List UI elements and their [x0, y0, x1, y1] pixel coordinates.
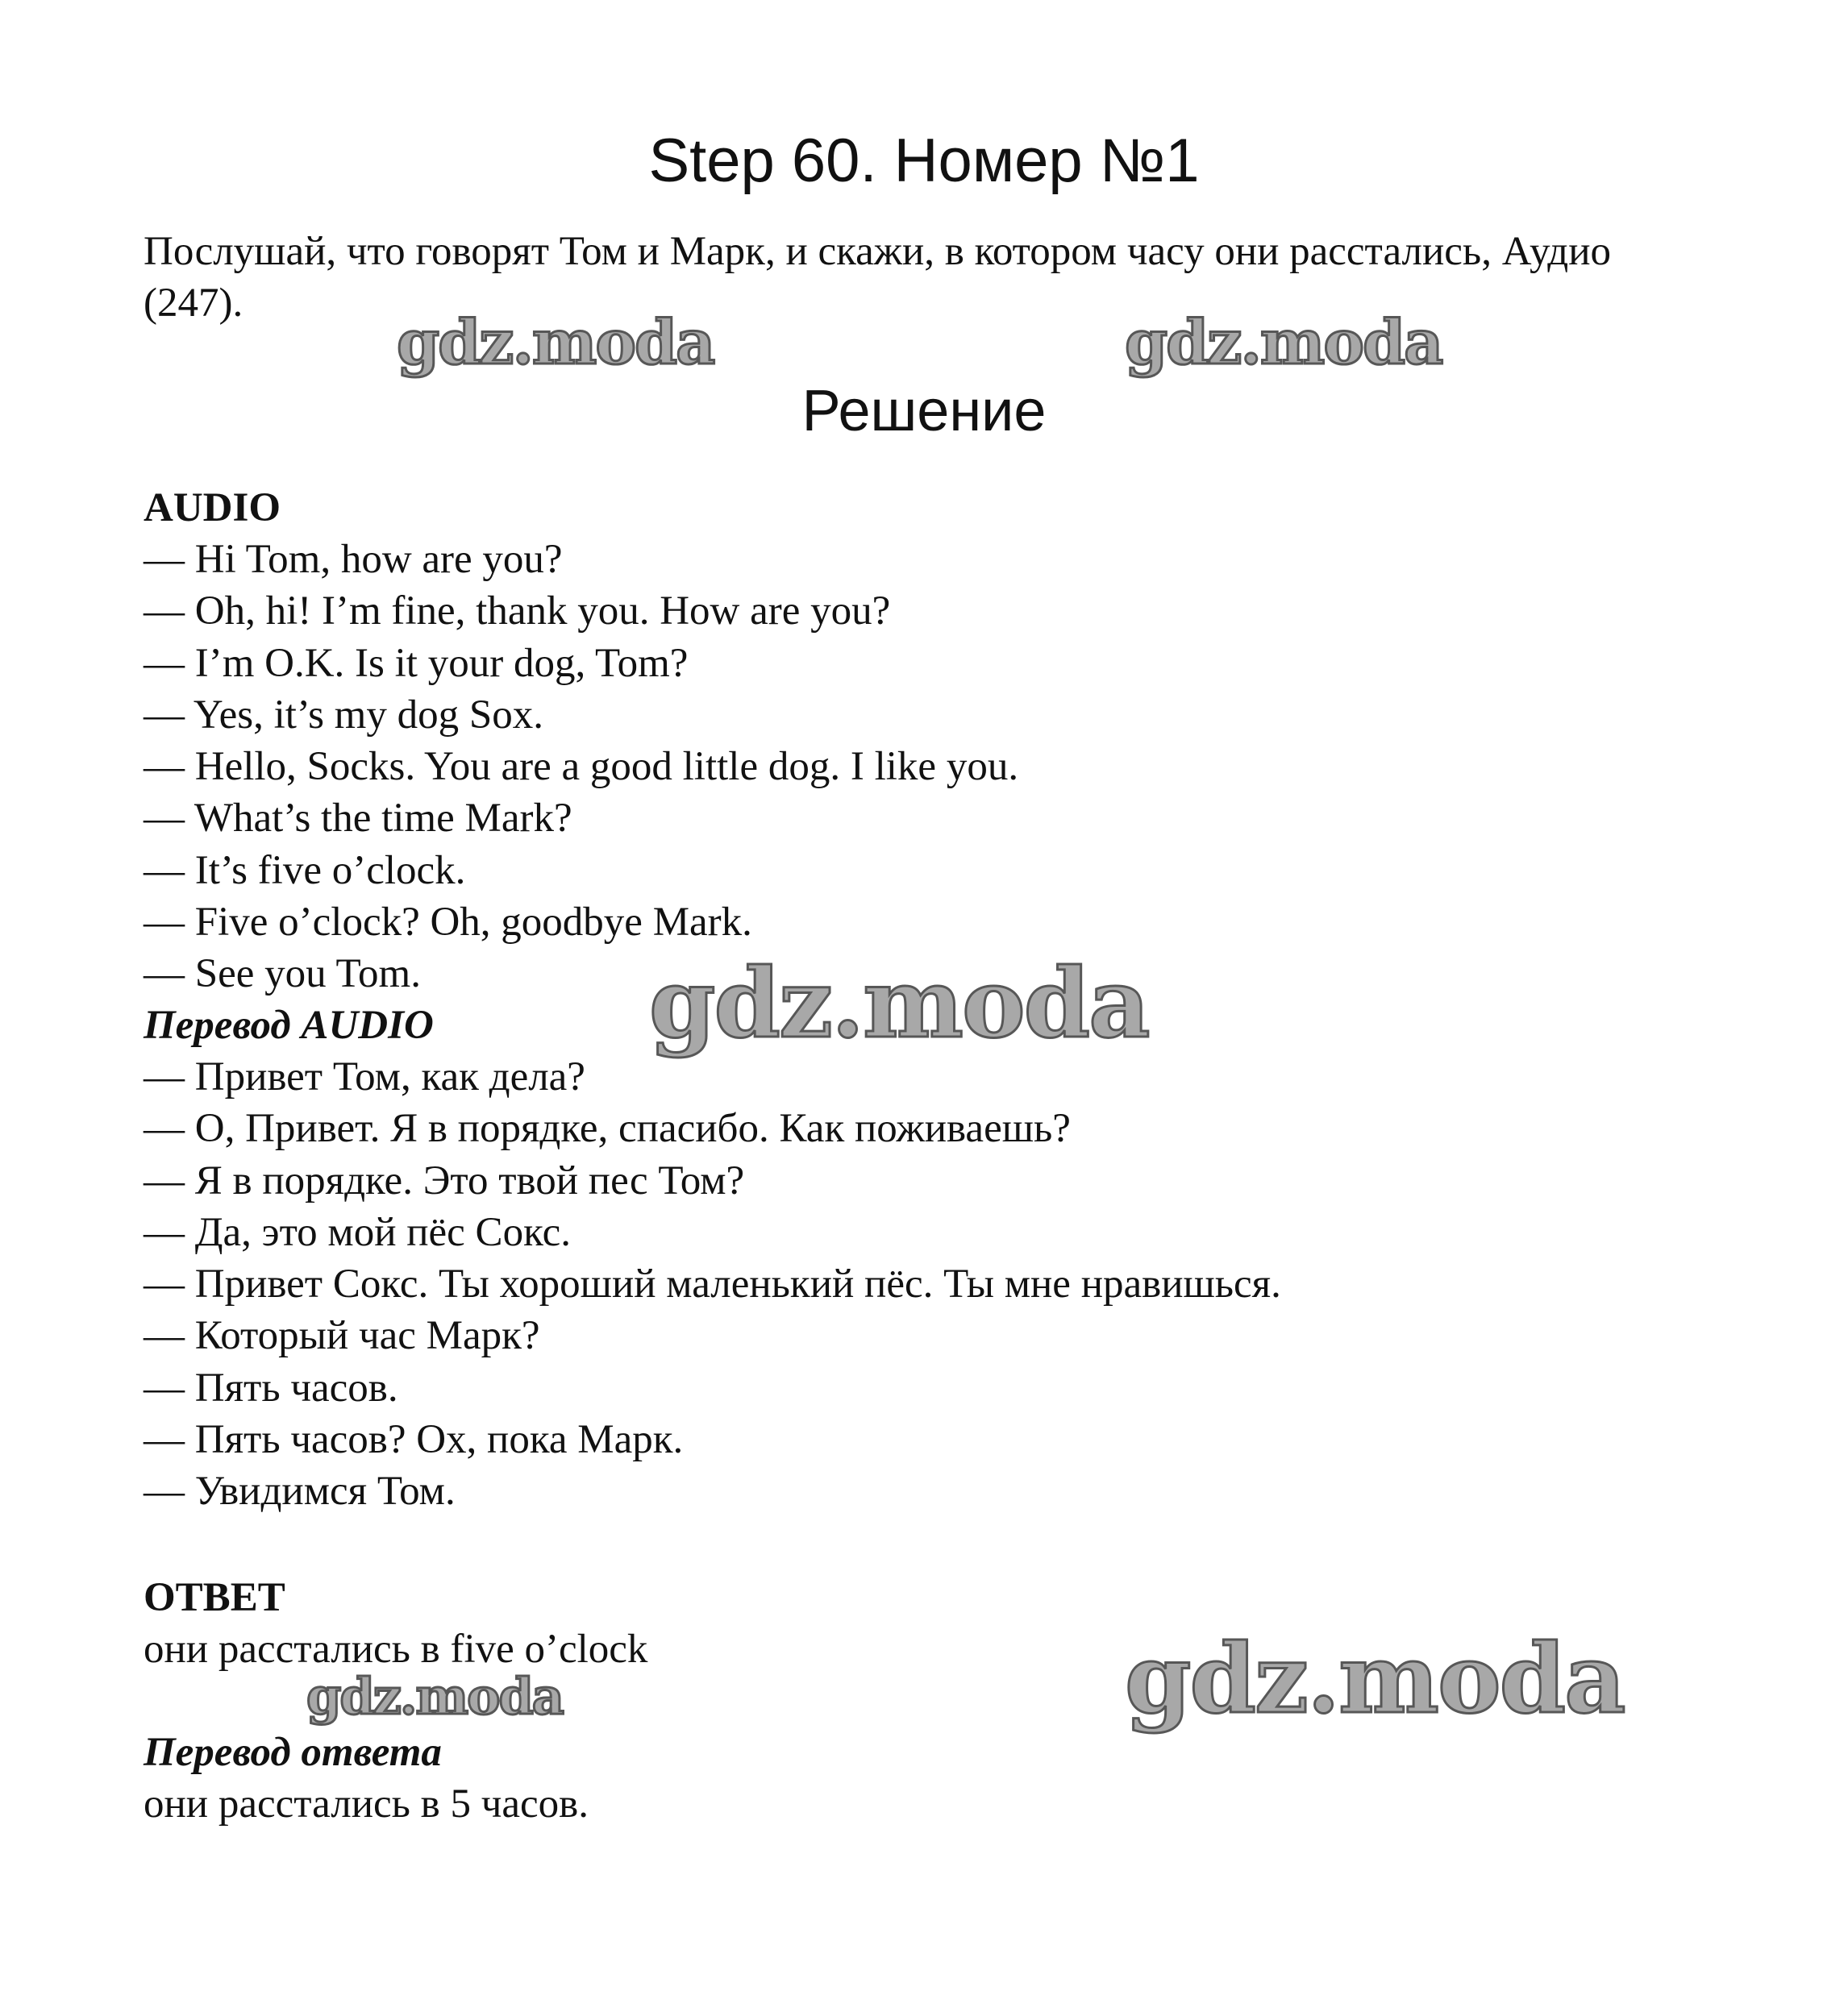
audio-line: — Five o’clock? Oh, goodbye Mark.	[144, 900, 752, 946]
translation-line: — Я в порядке. Это твой пес Том?	[144, 1158, 745, 1203]
audio-translation-section	[144, 1000, 1281, 1518]
solution-heading: Решение	[801, 379, 1047, 443]
answer-text: они расстались в five o’clock	[144, 1627, 648, 1672]
watermark-logo: gdz.moda	[1125, 1623, 1625, 1735]
audio-line: — I’m O.K. Is it your dog, Tom?	[144, 640, 689, 686]
watermark-logo: gdz.moda	[397, 306, 714, 378]
audio-line: — What’s the time Mark?	[144, 796, 572, 842]
audio-line: — Hello, Socks. You are a good little dog. I like you.	[144, 744, 1019, 790]
answer-translation-label: Перевод ответа	[144, 1730, 442, 1775]
watermark-logo: gdz.moda	[306, 1667, 563, 1726]
audio-section	[144, 482, 1018, 1000]
watermark-logo: gdz.moda	[649, 947, 1149, 1059]
translation-line: — Привет Том, как дела?	[144, 1054, 585, 1099]
translation-line: — Пять часов.	[144, 1365, 398, 1411]
audio-translation-label: Перевод AUDIO	[144, 1003, 434, 1048]
audio-line: — Hi Tom, how are you?	[144, 537, 563, 582]
translation-line: — Пять часов? Ох, пока Марк.	[144, 1417, 684, 1463]
translation-line: — Который час Марк?	[144, 1313, 540, 1359]
answer-translation-text: они расстались в 5 часов.	[144, 1781, 589, 1827]
translation-line: — Увидимся Том.	[144, 1469, 456, 1515]
audio-line: — Oh, hi! I’m fine, thank you. How are you?	[144, 588, 891, 634]
translation-line: — Привет Сокс. Ты хороший маленький пёс. Ты мне нравишься.	[144, 1262, 1281, 1307]
audio-line: — See you Tom.	[144, 951, 421, 997]
page-title: Step 60. Номер №1	[648, 127, 1200, 195]
answer-label: ОТВЕТ	[144, 1575, 285, 1620]
answer-translation-section	[144, 1727, 589, 1830]
audio-line: — It’s five o’clock.	[144, 847, 466, 893]
audio-line: — Yes, it’s my dog Sox.	[144, 692, 543, 738]
translation-line: — Да, это мой пёс Сокс.	[144, 1209, 571, 1255]
task-text: Послушай, что говорят Том и Марк, и скажи, в котором часу они расстались, Аудио (247).	[144, 229, 1612, 326]
watermark-logo: gdz.moda	[1125, 306, 1442, 378]
translation-line: — О, Привет. Я в порядке, спасибо. Как поживаешь?	[144, 1106, 1071, 1152]
audio-label: AUDIO	[144, 485, 281, 530]
